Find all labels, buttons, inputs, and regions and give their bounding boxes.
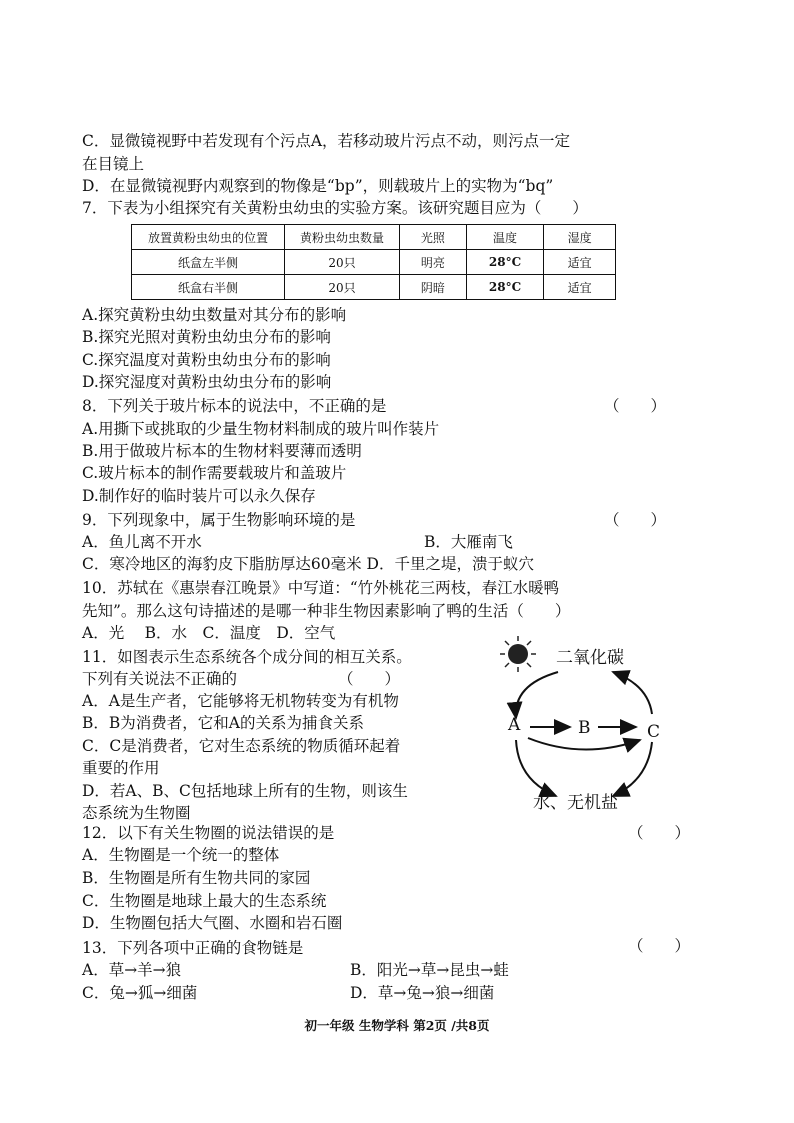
q13-option-d: D．草→兔→狼→细菌 xyxy=(350,984,495,1002)
q11-option-c-cont: 重要的作用 xyxy=(82,759,160,777)
table-cell: 28°C xyxy=(466,250,543,275)
q9-answer-paren: （ ） xyxy=(604,511,667,529)
q7-option-c: C.探究温度对黄粉虫幼虫分布的影响 xyxy=(82,351,331,369)
q13-option-b: B．阳光→草→昆虫→蛙 xyxy=(350,961,509,979)
q7-option-d: D.探究湿度对黄粉虫幼虫分布的影响 xyxy=(82,373,332,391)
question-13-stem: 13．下列各项中正确的食物链是 xyxy=(82,939,304,957)
water-salt-label: 水、无机盐 xyxy=(533,793,618,813)
question-10-line1: 10．苏轼在《惠崇春江晚景》中写道：“竹外桃花三两枝，春江水暖鸭 xyxy=(82,579,560,597)
q13-option-c: C．兔→狐→细菌 xyxy=(82,984,198,1002)
q12-option-d: D．生物圈包括大气圈、水圈和岩石圈 xyxy=(82,914,343,932)
option-d-text: D．在显微镜视野内观察到的物像是“bp”，则载玻片上的实物为“bq” xyxy=(82,177,554,195)
question-8-stem: 8．下列关于玻片标本的说法中，不正确的是 xyxy=(82,397,387,415)
q12-option-c: C．生物圈是地球上最大的生态系统 xyxy=(82,892,327,910)
q11-option-a: A．A是生产者，它能够将无机物转变为有机物 xyxy=(82,692,399,710)
table-header-row xyxy=(132,225,616,250)
table-cell: 适宜 xyxy=(544,250,616,275)
question-7-stem: 7．下表为小组探究有关黄粉虫幼虫的实验方案。该研究题目应为（ ） xyxy=(82,199,588,217)
node-c: C xyxy=(647,722,661,742)
arrow-c-to-water xyxy=(613,742,652,796)
question-11-line1: 11．如图表示生态系统各个成分间的相互关系。 xyxy=(82,648,412,666)
option-c-text-cont: 在目镜上 xyxy=(82,155,145,173)
q7-option-b: B.探究光照对黄粉虫幼虫分布的影响 xyxy=(82,328,331,346)
arrow-c-to-co2 xyxy=(613,672,652,714)
q11-option-d: D．若A、B、C包括地球上所有的生物，则该生 xyxy=(82,782,408,800)
q11-option-c: C．C是消费者，它对生态系统的物质循环起着 xyxy=(82,737,401,755)
q8-option-b: B.用于做玻片标本的生物材料要薄而透明 xyxy=(82,442,362,460)
experiment-table xyxy=(131,224,616,300)
table-header: 黄粉虫幼虫数量 xyxy=(285,225,400,250)
question-9-stem: 9．下列现象中，属于生物影响环境的是 xyxy=(82,511,356,529)
q11-option-d-cont: 态系统为生物圈 xyxy=(82,804,191,822)
node-b: B xyxy=(578,718,591,738)
q9-option-cd: C．寒冷地区的海豹皮下脂肪厚达60毫米 D．千里之堤，溃于蚁穴 xyxy=(82,555,534,573)
page-footer: 初一年级 生物学科 第2页 /共8页 xyxy=(304,1018,490,1033)
sun-icon xyxy=(500,636,536,672)
table-header: 放置黄粉虫幼虫的位置 xyxy=(132,225,285,250)
q11-answer-paren: （ ） xyxy=(338,670,401,688)
q13-option-a: A．草→羊→狼 xyxy=(82,961,182,979)
table-cell: 20只 xyxy=(285,275,400,300)
node-a: A xyxy=(508,715,521,735)
q10-options: A．光 B．水 C．温度 D．空气 xyxy=(82,624,336,642)
q12-answer-paren: （ ） xyxy=(628,824,691,842)
table-cell: 阴暗 xyxy=(399,275,466,300)
q8-option-d: D.制作好的临时装片可以永久保存 xyxy=(82,487,316,505)
table-cell: 纸盒左半侧 xyxy=(132,250,285,275)
q9-option-a: A．鱼儿离不开水 xyxy=(82,533,202,551)
arrow-a-to-c xyxy=(528,738,640,750)
q12-option-a: A．生物圈是一个统一的整体 xyxy=(82,846,280,864)
table-row xyxy=(132,250,616,275)
q13-answer-paren: （ ） xyxy=(628,937,691,955)
question-12-stem: 12．以下有关生物圈的说法错误的是 xyxy=(82,824,335,842)
arrow-co2-to-a xyxy=(516,672,558,718)
q8-answer-paren: （ ） xyxy=(604,397,667,415)
q9-option-b: B．大雁南飞 xyxy=(424,533,513,551)
table-cell: 20只 xyxy=(285,250,400,275)
table-header: 光照 xyxy=(399,225,466,250)
q7-option-a: A.探究黄粉虫幼虫数量对其分布的影响 xyxy=(82,306,347,324)
table-cell: 纸盒右半侧 xyxy=(132,275,285,300)
table-cell: 适宜 xyxy=(544,275,616,300)
arrow-a-to-water xyxy=(516,740,556,796)
table-cell: 28°C xyxy=(466,275,543,300)
question-10-line2: 先知”。那么这句诗描述的是哪一种非生物因素影响了鸭的生活（ ） xyxy=(82,602,571,620)
q8-option-a: A.用撕下或挑取的少量生物材料制成的玻片叫作装片 xyxy=(82,420,440,438)
question-11-line2: 下列有关说法不正确的 xyxy=(82,670,238,688)
q8-option-c: C.玻片标本的制作需要载玻片和盖玻片 xyxy=(82,464,347,482)
q12-option-b: B．生物圈是所有生物共同的家园 xyxy=(82,869,311,887)
q11-option-b: B．B为消费者，它和A的关系为捕食关系 xyxy=(82,714,364,732)
table-header: 湿度 xyxy=(544,225,616,250)
option-c-text: C．显微镜视野中若发现有个污点A，若移动玻片污点不动，则污点一定 xyxy=(82,132,571,150)
co2-label: 二氧化碳 xyxy=(556,648,624,668)
table-header: 温度 xyxy=(466,225,543,250)
table-cell: 明亮 xyxy=(399,250,466,275)
table-row xyxy=(132,275,616,300)
